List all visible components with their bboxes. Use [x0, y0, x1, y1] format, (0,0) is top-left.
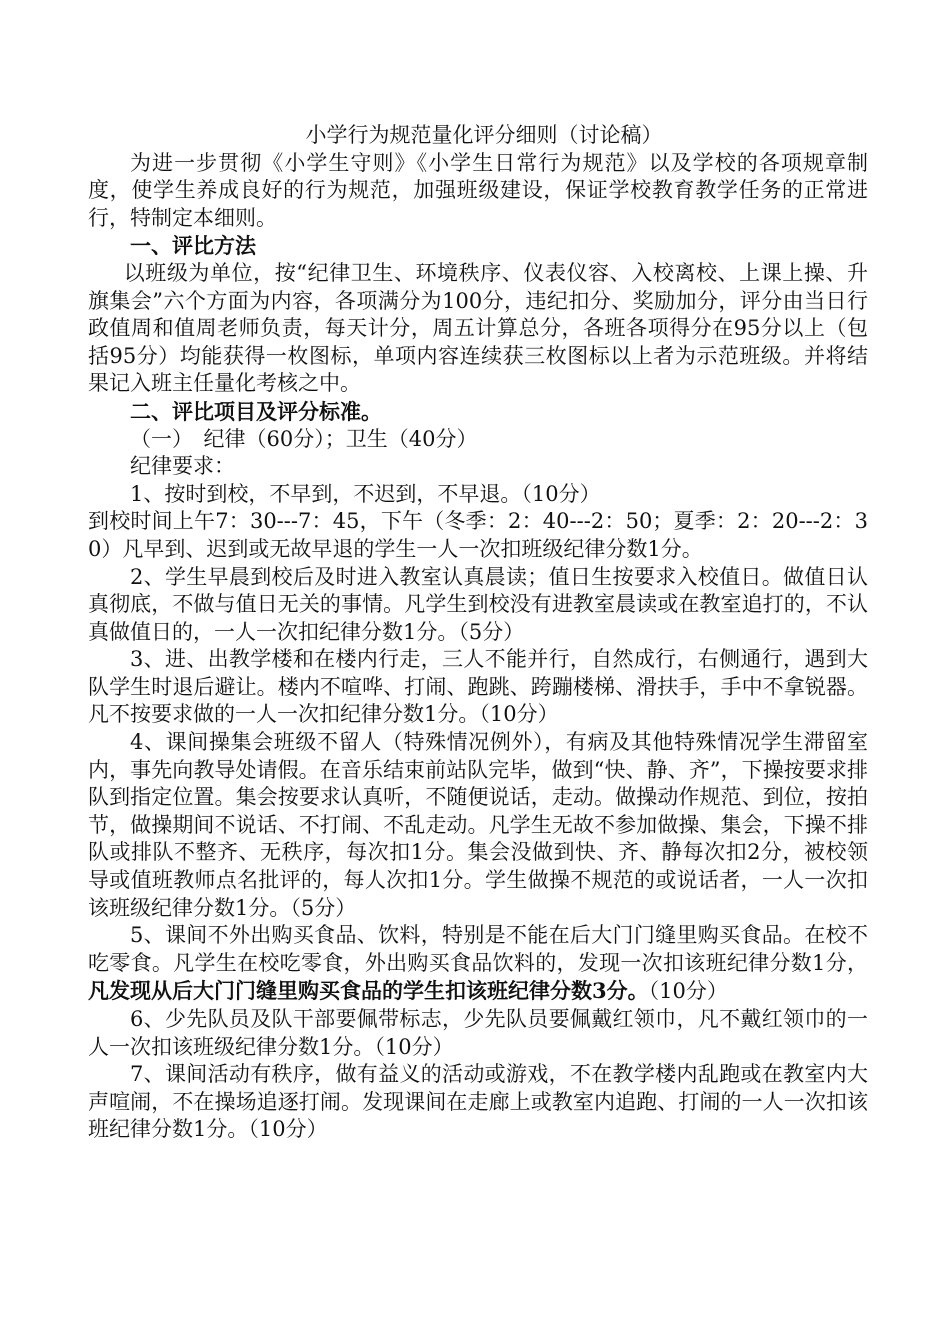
section-1-heading: 一、评比方法 [130, 233, 256, 259]
item-5 [88, 922, 868, 1006]
section-1-body: 以班级为单位，按“纪律卫生、环境秩序、仪表仪容、入校离校、上课上操、升旗集会”六个方面为内容，各项满分为100分，违纪扣分、奖励加分，评分由当日行政值周和值周老师负责，每天计分，周五计算总分，各班各项得分在95分以上（包括95分）均能获得一枚图标，单项内容连续获三枚图标以上者为示范班级。并将结果记入班主任量化考核之中。 [88, 260, 868, 396]
document-title: 小学行为规范量化评分细则（讨论稿） [305, 123, 663, 147]
subsection-1-heading: （一） 纪律（60分）；卫生（40分） [130, 426, 478, 451]
item-5-score: （10分） [648, 979, 728, 1004]
document-page [88, 122, 868, 1144]
section-2-heading: 二、评比项目及评分标准。 [130, 398, 382, 424]
item-2: 2、学生早晨到校后及时进入教室认真晨读；值日生按要求入校值日。做值日认真彻底，不做与值日无关的事情。凡学生到校没有进教室晨读或在教室追打的，不认真做值日的，一人一次扣纪律分数1分。（5分） [88, 564, 868, 644]
item-6: 6、少先队员及队干部要佩带标志，少先队员要佩戴红领巾，凡不戴红领巾的一人一次扣该班级纪律分数1分。（10分） [88, 1007, 868, 1059]
item-5-text: 5、课间不外出购买食品、饮料，特别是不能在后大门门缝里购买食品。在校不吃零食。凡学生在校吃零食，外出购买食品饮料的，发现一次扣该班纪律分数1分， [88, 923, 868, 975]
intro-paragraph: 为进一步贯彻《小学生守则》《小学生日常行为规范》以及学校的各项规章制度，使学生养成良好的行为规范，加强班级建设，保证学校教育教学任务的正常进行，特制定本细则。 [88, 150, 868, 230]
item-1-detail: 到校时间上午7：30---7：45，下午（冬季：2：40---2：50；夏季：2：20---2：30）凡早到、迟到或无故早退的学生一人一次扣班级纪律分数1分。 [88, 509, 868, 561]
item-7: 7、课间活动有秩序，做有益义的活动或游戏，不在教学楼内乱跑或在教室内大声喧闹，不在操场追逐打闹。发现课间在走廊上或教室内追跑、打闹的一人一次扣该班纪律分数1分。（10分） [88, 1062, 868, 1142]
item-5-emphasis: 凡发现从后大门门缝里购买食品的学生扣该班纪律分数3分。 [88, 978, 649, 1004]
item-1-title: 1、按时到校，不早到，不迟到，不早退。（10分） [130, 481, 601, 506]
item-3: 3、进、出教学楼和在楼内行走，三人不能并行，自然成行，右侧通行，遇到大队学生时退后避让。楼内不喧哗、打闹、跑跳、跨蹦楼梯、滑扶手，手中不拿锐器。凡不按要求做的一人一次扣纪律分数1分。（10分） [88, 647, 868, 727]
item-4: 4、课间操集会班级不留人（特殊情况例外），有病及其他特殊情况学生滞留室内，事先向教导处请假。在音乐结束前站队完毕，做到“快、静、齐”，下操按要求排队到指定位置。集会按要求认真听，不随便说话，走动。做操动作规范、到位，按拍节，做操期间不说话、不打闹、不乱走动。凡学生无故不参加做操、集会，下操不排队或排队不整齐、无秩序，每次扣1分。集会没做到快、齐、静每次扣2分，被校领导或值班教师点名批评的，每人次扣1分。学生做操不规范的或说话者，一人一次扣该班级纪律分数1分。（5分） [88, 730, 868, 920]
discipline-label: 纪律要求： [130, 454, 235, 479]
